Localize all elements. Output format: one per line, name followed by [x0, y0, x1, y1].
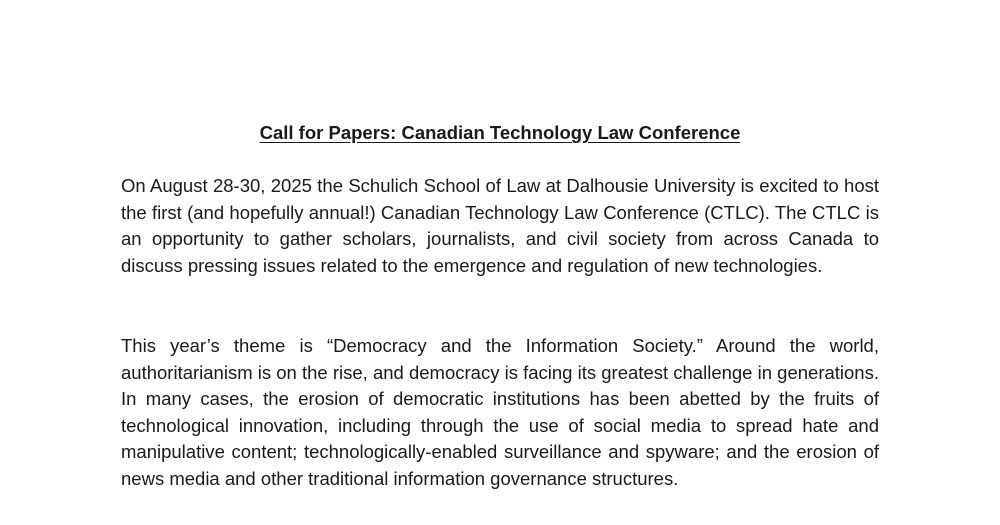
document-title: Call for Papers: Canadian Technology Law Conference — [259, 122, 741, 143]
intro-paragraph: On August 28-30, 2025 the Schulich School of Law at Dalhousie University is excited to host the first (and hopefully annual!) Canadian Technology Law Conference (CTLC). The CTLC is an opportunity to gather scholars, journalists, and civil society from across Canada to discuss pressing issues related to the emergence and regulation of new technologies. — [121, 175, 879, 276]
theme-paragraph: This year’s theme is “Democracy and the Information Society.” Around the world, authoritarianism is on the rise, and democracy is facing its greatest challenge in generations. In many cases, the erosion of democratic institutions has been abetted by the fruits of technological innovation, including through the use of social media to spread hate and manipulative content; technologically-enabled surveillance and spyware; and the erosion of news media and other traditional information governance structures. — [121, 335, 879, 489]
